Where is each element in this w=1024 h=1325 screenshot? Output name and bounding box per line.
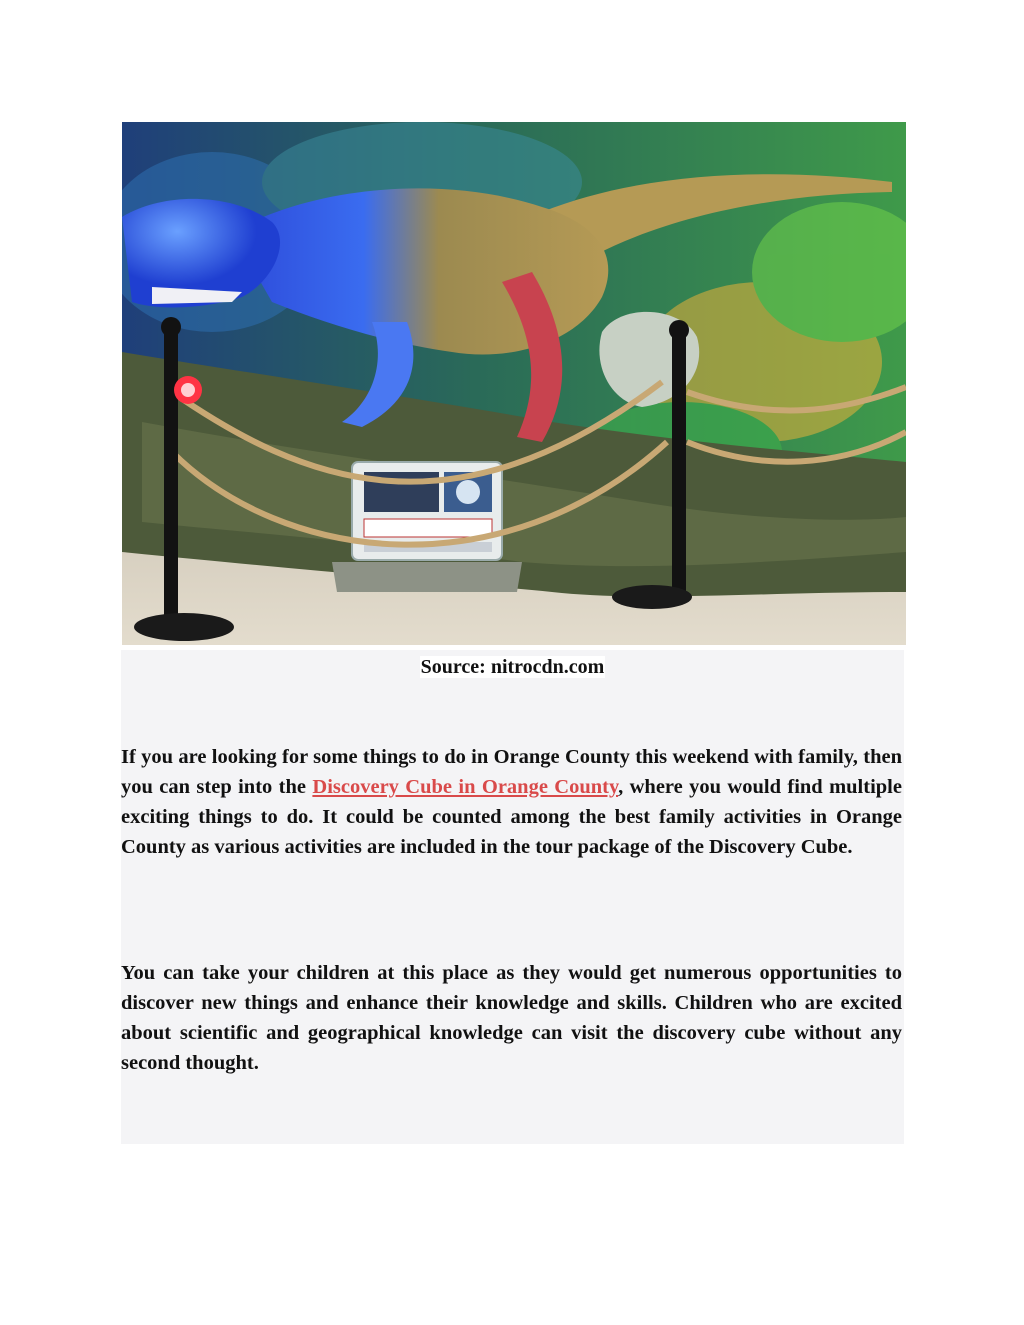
paragraph-1-rest: , where you would find multiple exciting things to do. It could be counted among the best family activities in Orange County as various activities are included in the tour package of the Discovery Cube. — [121, 776, 902, 858]
paragraph-2: You can take your children at this place as they would get numerous opportunities to discover new things and enhance their knowledge and skills. Children who are excited about scientific and geographical knowledge can visit the discovery cube without any second thought. — [121, 962, 902, 1074]
paragraph-1 — [121, 742, 904, 862]
discovery-cube-link[interactable]: Discovery Cube in Orange County — [312, 776, 619, 798]
paragraph-block-1 — [121, 742, 904, 958]
image-caption-text: Source: nitrocdn.com — [420, 656, 605, 678]
paragraph-block-2 — [121, 958, 904, 1144]
caption-block — [121, 650, 904, 742]
dinosaur-exhibit-photo — [122, 122, 906, 645]
image-caption — [121, 654, 904, 680]
paragraph-1-intro: If you are looking for some things to do in Orange County this weekend with family, then you can step into the — [121, 746, 902, 798]
